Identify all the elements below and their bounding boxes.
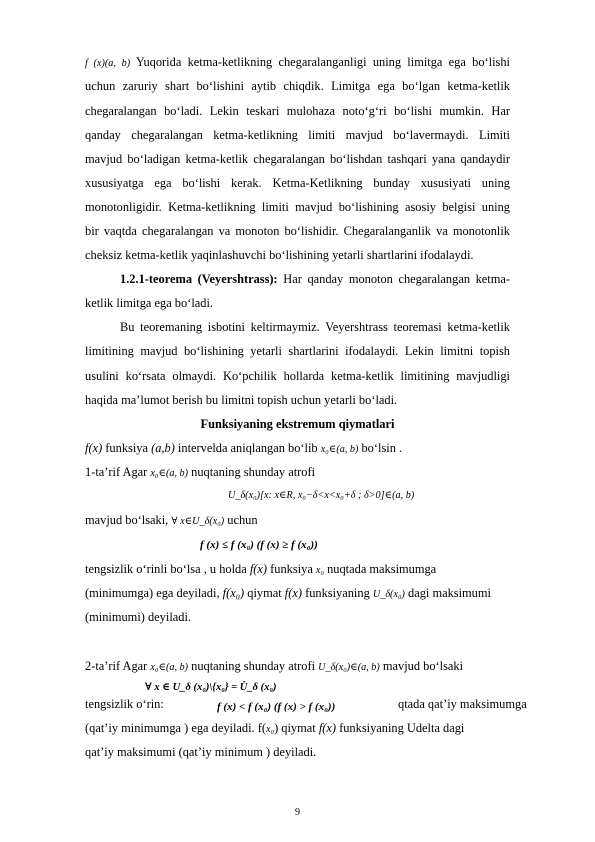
text-line: qanday chegaralangan ketma-ketlikning limiti mavjud bo‘lavermaydi. Limiti [85, 128, 510, 142]
text-line: monotonligidir. Ketma-ketlikning limiti mavjud bo‘lishining asosiy belgisi uning [85, 200, 510, 214]
formula-neighborhood: U_δ(x₀)[x: x∈R, x₀−δ<x<x₀+δ ; δ>0]∈(a, b) [228, 490, 415, 501]
punctured-neighborhood-formula: ∀ x ∈ U_δ (x₀)\{x₀} = U̇_δ (x₀) [145, 682, 277, 693]
text-line: bir vaqtda chegaralangan va monoton bo‘lishidir. Chegaralanganlik va monotonlik [85, 224, 510, 238]
line-text: funksiyaning Udelta dagi [336, 721, 465, 735]
line-text: bo‘lsin . [358, 441, 403, 455]
text-line [85, 441, 510, 457]
theorem-line: ketlik limitga ega bo‘ladi. [85, 296, 214, 310]
strict-inequality-formula: f (x) < f (x₀) (f (x) > f (x₀)) [217, 701, 336, 713]
definition-line [85, 513, 510, 529]
line-text: tengsizlik o‘rinli bo‘lsa , u holda [85, 562, 250, 576]
line-text: intervelda aniqlangan bo‘lib [174, 441, 321, 455]
fx-term: f(x) [318, 721, 337, 735]
theorem-label: 1.2.1-teorema (Veyershtrass): [120, 272, 278, 286]
formula: x₀∈(a, b) [150, 662, 189, 673]
definition-label: 2-ta’rif Agar [85, 659, 151, 673]
definition-label: 1-ta’rif Agar [85, 465, 151, 479]
formula: U_δ(x₀) [372, 589, 405, 600]
line-text: qiymat [244, 586, 285, 600]
text-line: xususiyatga ega bo‘lishi kerak. Ketma-Ketlikning bunday xususiyati uning [85, 176, 510, 190]
definition-line [85, 659, 510, 675]
definition-line [85, 465, 510, 481]
fx-term: f(x) [249, 562, 268, 576]
formula: U_δ(x₀)∈(a, b) [318, 662, 380, 673]
formula: f (x)(a, b) [85, 58, 131, 69]
formula: x₀ [315, 565, 324, 576]
definition-line [85, 562, 510, 578]
formula: x₀∈(a, b) [320, 444, 359, 455]
text-line: mavjud bo‘ladigan ketma-ketlik chegaralangan bo‘lishdan tashqari yana qandaydir [85, 152, 510, 166]
definition-line: qat’iy maksimumi (qat’iy minimum ) deyiladi. [85, 745, 317, 759]
text-line: chegaralangan bo‘ladi. Lekin teskari mulohaza noto‘g‘ri bo‘lishi mumkin. Har [85, 104, 510, 118]
line-text: uchun [224, 513, 258, 527]
page-number: 9 [295, 807, 300, 818]
definition-line [85, 721, 510, 737]
definition-line: qtada qat’iy maksimumga [398, 697, 527, 711]
line-text: nuqtaning shunday atrofi [188, 465, 316, 479]
text-line: cheksiz ketma-ketlik yaqinlashuvchi bo‘lishining yetarli shartlarini ifodalaydi. [85, 248, 474, 262]
fx-term: f(x) [284, 586, 302, 600]
interval-term: (a,b) [151, 441, 175, 455]
fx-term: f(x) [85, 441, 103, 455]
line-text: (minimumga) ega deyiladi, [85, 586, 223, 600]
text-line [85, 55, 510, 71]
line-text: mavjud bo‘lsaki [379, 659, 464, 673]
formula: ∀ x∈U_δ(x₀) [171, 516, 225, 527]
formula: x₀ [265, 724, 275, 735]
text-line: usulini ko‘rsata olmaydi. Ko‘pchilik hollarda ketma-ketlik limitining mavjudligi [85, 369, 510, 383]
inequality-formula: f (x) ≤ f (x₀) (f (x) ≥ f (x₀)) [200, 539, 318, 551]
line-text: funksiya [102, 441, 152, 455]
line-text: ) qiymat [274, 721, 319, 735]
line-text: funksiyaning [301, 586, 373, 600]
line-text: funksiya [267, 562, 316, 576]
line-text: Yuqorida ketma-ketlikning chegaralanganligi uning limitga ega bo‘lishi [130, 55, 510, 69]
line-text: nuqtaning shunday atrofi [188, 659, 319, 673]
definition-line [85, 586, 510, 602]
line-text: nuqtada maksimumga [324, 562, 437, 576]
theorem-text: Har qanday monoton chegaralangan ketma- [277, 272, 511, 286]
text-line: haqida ma’lumot berish bu limitni topish uchun yetarli bo‘ladi. [85, 393, 398, 407]
definition-line: (minimumi) deyiladi. [85, 610, 191, 624]
line-text: mavjud bo‘lsaki, [85, 513, 172, 527]
fx0-term: f(x₀) [222, 586, 245, 600]
theorem-line [85, 272, 510, 286]
line-text: dagi maksimumi [404, 586, 491, 600]
definition-line: tengsizlik o‘rin: [85, 697, 164, 711]
formula: x₀∈(a, b) [150, 468, 189, 479]
text-line: Bu teoremaning isbotini keltirmaymiz. Veyershtrass teoremasi ketma-ketlik [120, 320, 510, 334]
text-line: uchun zaruriy shart bo‘lishini aytib chiqdik. Limitga ega bo‘lgan ketma-ketlik [85, 79, 510, 93]
section-heading: Funksiyaning ekstremum qiymatlari [200, 417, 395, 431]
line-text: (qat’iy minimumga ) ega deyiladi. f( [85, 721, 266, 735]
text-line: limitining mavjud bo‘lishining yetarli shartlarini ifodalaydi. Lekin limitni topish [85, 344, 510, 358]
